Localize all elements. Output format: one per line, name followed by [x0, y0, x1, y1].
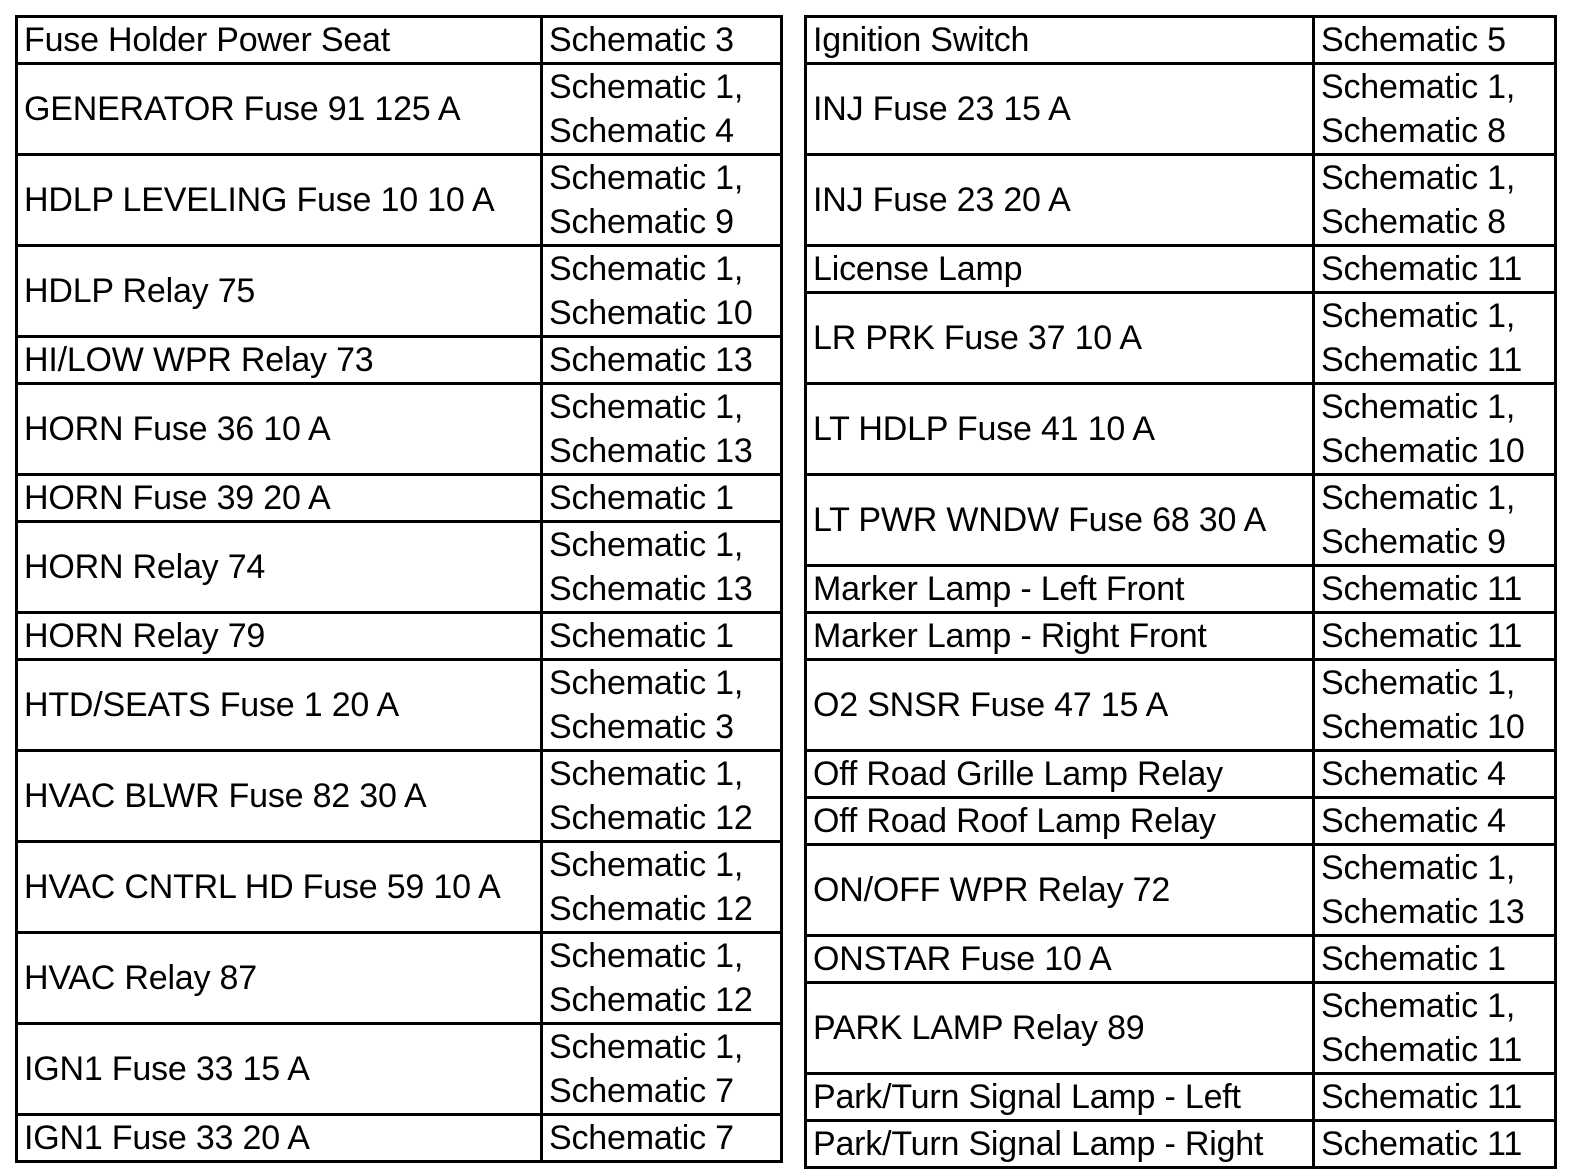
schematic-ref: Schematic 12: [549, 981, 753, 1019]
schematic-ref: Schematic 13: [1321, 893, 1525, 931]
schematic-ref-cell: [1314, 384, 1556, 475]
table-row: [17, 751, 782, 842]
schematic-ref: Schematic 10: [1321, 708, 1525, 746]
schematic-ref-cell: [542, 1024, 782, 1115]
component-name-cell: HVAC CNTRL HD Fuse 59 10 A: [17, 842, 542, 933]
schematic-ref: Schematic 1,: [1321, 849, 1516, 887]
component-name-cell: HVAC BLWR Fuse 82 30 A: [17, 751, 542, 842]
schematic-ref: Schematic 1,: [549, 846, 744, 884]
table-row: [806, 64, 1556, 155]
schematic-ref-cell: [1314, 1121, 1556, 1168]
component-name-cell: O2 SNSR Fuse 47 15 A: [806, 660, 1314, 751]
table-row: [17, 613, 782, 660]
schematic-ref-cell: [1314, 660, 1556, 751]
component-name-cell: PARK LAMP Relay 89: [806, 983, 1314, 1074]
schematic-ref: Schematic 1,: [1321, 388, 1516, 426]
schematic-ref-cell: [1314, 475, 1556, 566]
schematic-ref: Schematic 9: [1321, 523, 1506, 561]
schematic-ref: Schematic 5: [1321, 21, 1506, 59]
schematic-ref-cell: [1314, 613, 1556, 660]
schematic-ref: Schematic 11: [1321, 1078, 1523, 1116]
table-row: [806, 613, 1556, 660]
component-name-cell: Park/Turn Signal Lamp - Right: [806, 1121, 1314, 1168]
schematic-ref: Schematic 1,: [549, 1028, 744, 1066]
component-name-cell: HDLP LEVELING Fuse 10 10 A: [17, 155, 542, 246]
table-row: [17, 475, 782, 522]
component-name-cell: IGN1 Fuse 33 20 A: [17, 1115, 542, 1162]
schematic-ref: Schematic 1,: [1321, 987, 1516, 1025]
table-row: [806, 936, 1556, 983]
schematic-ref-cell: [542, 246, 782, 337]
component-name-cell: License Lamp: [806, 246, 1314, 293]
table-row: [17, 384, 782, 475]
schematic-ref: Schematic 1,: [549, 937, 744, 975]
schematic-ref: Schematic 3: [549, 708, 734, 746]
table-row: [17, 522, 782, 613]
table-row: [806, 1121, 1556, 1168]
component-index-table-left: [15, 15, 783, 1163]
schematic-ref-cell: [1314, 17, 1556, 64]
component-name-cell: Off Road Grille Lamp Relay: [806, 751, 1314, 798]
component-name-cell: IGN1 Fuse 33 15 A: [17, 1024, 542, 1115]
schematic-ref-cell: [542, 933, 782, 1024]
schematic-ref: Schematic 13: [549, 341, 753, 379]
schematic-ref-cell: [1314, 845, 1556, 936]
schematic-ref-cell: [542, 475, 782, 522]
schematic-ref-cell: [542, 522, 782, 613]
table-row: [17, 933, 782, 1024]
schematic-ref: Schematic 1,: [1321, 664, 1516, 702]
schematic-ref: Schematic 1,: [549, 388, 744, 426]
schematic-ref: Schematic 13: [549, 432, 753, 470]
table-row: [806, 660, 1556, 751]
schematic-ref-cell: [542, 64, 782, 155]
schematic-ref-cell: [1314, 246, 1556, 293]
table-row: [17, 246, 782, 337]
table-row: [17, 1024, 782, 1115]
table-row: [806, 751, 1556, 798]
schematic-ref-cell: [542, 1115, 782, 1162]
schematic-ref: Schematic 1,: [549, 755, 744, 793]
schematic-ref-cell: [1314, 155, 1556, 246]
schematic-ref: Schematic 12: [549, 890, 753, 928]
table-row: [806, 475, 1556, 566]
component-index-table-right: [804, 15, 1557, 1169]
table-row: [17, 337, 782, 384]
schematic-ref: Schematic 7: [549, 1119, 734, 1157]
schematic-ref: Schematic 4: [1321, 802, 1506, 840]
table-row: [806, 845, 1556, 936]
component-name-cell: HTD/SEATS Fuse 1 20 A: [17, 660, 542, 751]
table-row: [806, 384, 1556, 475]
schematic-ref: Schematic 1: [549, 617, 734, 655]
table-row: [17, 64, 782, 155]
schematic-ref-cell: [1314, 936, 1556, 983]
schematic-ref: Schematic 9: [549, 203, 734, 241]
schematic-ref: Schematic 13: [549, 570, 753, 608]
schematic-ref: Schematic 4: [1321, 755, 1506, 793]
schematic-ref: Schematic 1,: [1321, 479, 1516, 517]
component-name-cell: Off Road Roof Lamp Relay: [806, 798, 1314, 845]
component-name-cell: HI/LOW WPR Relay 73: [17, 337, 542, 384]
schematic-ref: Schematic 11: [1321, 1031, 1523, 1069]
component-name-cell: Marker Lamp - Right Front: [806, 613, 1314, 660]
schematic-ref-cell: [542, 751, 782, 842]
table-row: [806, 798, 1556, 845]
right-table-body: [806, 17, 1556, 1168]
schematic-ref-cell: [542, 17, 782, 64]
component-name-cell: HDLP Relay 75: [17, 246, 542, 337]
component-name-cell: HORN Fuse 39 20 A: [17, 475, 542, 522]
left-table-body: [17, 17, 782, 1162]
schematic-ref: Schematic 1,: [549, 664, 744, 702]
table-row: [806, 155, 1556, 246]
schematic-ref-cell: [1314, 566, 1556, 613]
component-name-cell: ON/OFF WPR Relay 72: [806, 845, 1314, 936]
schematic-ref: Schematic 10: [1321, 432, 1525, 470]
schematic-ref-cell: [542, 842, 782, 933]
schematic-ref: Schematic 1,: [1321, 68, 1516, 106]
schematic-ref: Schematic 11: [1321, 250, 1523, 288]
component-name-cell: LT HDLP Fuse 41 10 A: [806, 384, 1314, 475]
component-name-cell: ONSTAR Fuse 10 A: [806, 936, 1314, 983]
schematic-ref-cell: [542, 337, 782, 384]
schematic-ref-cell: [542, 613, 782, 660]
table-row: [806, 17, 1556, 64]
schematic-ref-cell: [1314, 64, 1556, 155]
component-name-cell: INJ Fuse 23 20 A: [806, 155, 1314, 246]
component-name-cell: Marker Lamp - Left Front: [806, 566, 1314, 613]
table-row: [806, 293, 1556, 384]
schematic-ref-cell: [1314, 751, 1556, 798]
schematic-ref: Schematic 1,: [549, 250, 744, 288]
table-row: [17, 1115, 782, 1162]
schematic-ref: Schematic 1,: [549, 68, 744, 106]
table-row: [806, 246, 1556, 293]
component-name-cell: Ignition Switch: [806, 17, 1314, 64]
schematic-ref: Schematic 1: [549, 479, 734, 517]
table-row: [17, 660, 782, 751]
table-row: [17, 17, 782, 64]
schematic-ref-cell: [1314, 293, 1556, 384]
table-row: [806, 983, 1556, 1074]
schematic-ref: Schematic 8: [1321, 203, 1506, 241]
schematic-ref: Schematic 3: [549, 21, 734, 59]
component-name-cell: HVAC Relay 87: [17, 933, 542, 1024]
component-name-cell: HORN Relay 79: [17, 613, 542, 660]
schematic-ref: Schematic 10: [549, 294, 753, 332]
component-name-cell: LT PWR WNDW Fuse 68 30 A: [806, 475, 1314, 566]
schematic-ref: Schematic 1,: [1321, 159, 1516, 197]
schematic-ref: Schematic 11: [1321, 570, 1523, 608]
schematic-ref-cell: [542, 660, 782, 751]
component-name-cell: HORN Relay 74: [17, 522, 542, 613]
schematic-ref: Schematic 12: [549, 799, 753, 837]
schematic-ref: Schematic 7: [549, 1072, 734, 1110]
component-name-cell: Fuse Holder Power Seat: [17, 17, 542, 64]
table-row: [806, 566, 1556, 613]
schematic-ref-cell: [1314, 798, 1556, 845]
component-name-cell: Park/Turn Signal Lamp - Left: [806, 1074, 1314, 1121]
schematic-ref-cell: [1314, 983, 1556, 1074]
schematic-ref: Schematic 8: [1321, 112, 1506, 150]
component-name-cell: GENERATOR Fuse 91 125 A: [17, 64, 542, 155]
schematic-ref-cell: [542, 155, 782, 246]
schematic-ref: Schematic 1,: [549, 526, 744, 564]
schematic-ref: Schematic 11: [1321, 341, 1523, 379]
schematic-ref: Schematic 1,: [1321, 297, 1516, 335]
schematic-ref-cell: [542, 384, 782, 475]
component-name-cell: HORN Fuse 36 10 A: [17, 384, 542, 475]
schematic-ref: Schematic 11: [1321, 1125, 1523, 1163]
component-name-cell: INJ Fuse 23 15 A: [806, 64, 1314, 155]
table-row: [17, 155, 782, 246]
table-row: [806, 1074, 1556, 1121]
component-name-cell: LR PRK Fuse 37 10 A: [806, 293, 1314, 384]
schematic-ref: Schematic 4: [549, 112, 734, 150]
schematic-ref-cell: [1314, 1074, 1556, 1121]
table-row: [17, 842, 782, 933]
schematic-ref: Schematic 1: [1321, 940, 1506, 978]
schematic-ref: Schematic 11: [1321, 617, 1523, 655]
schematic-ref: Schematic 1,: [549, 159, 744, 197]
